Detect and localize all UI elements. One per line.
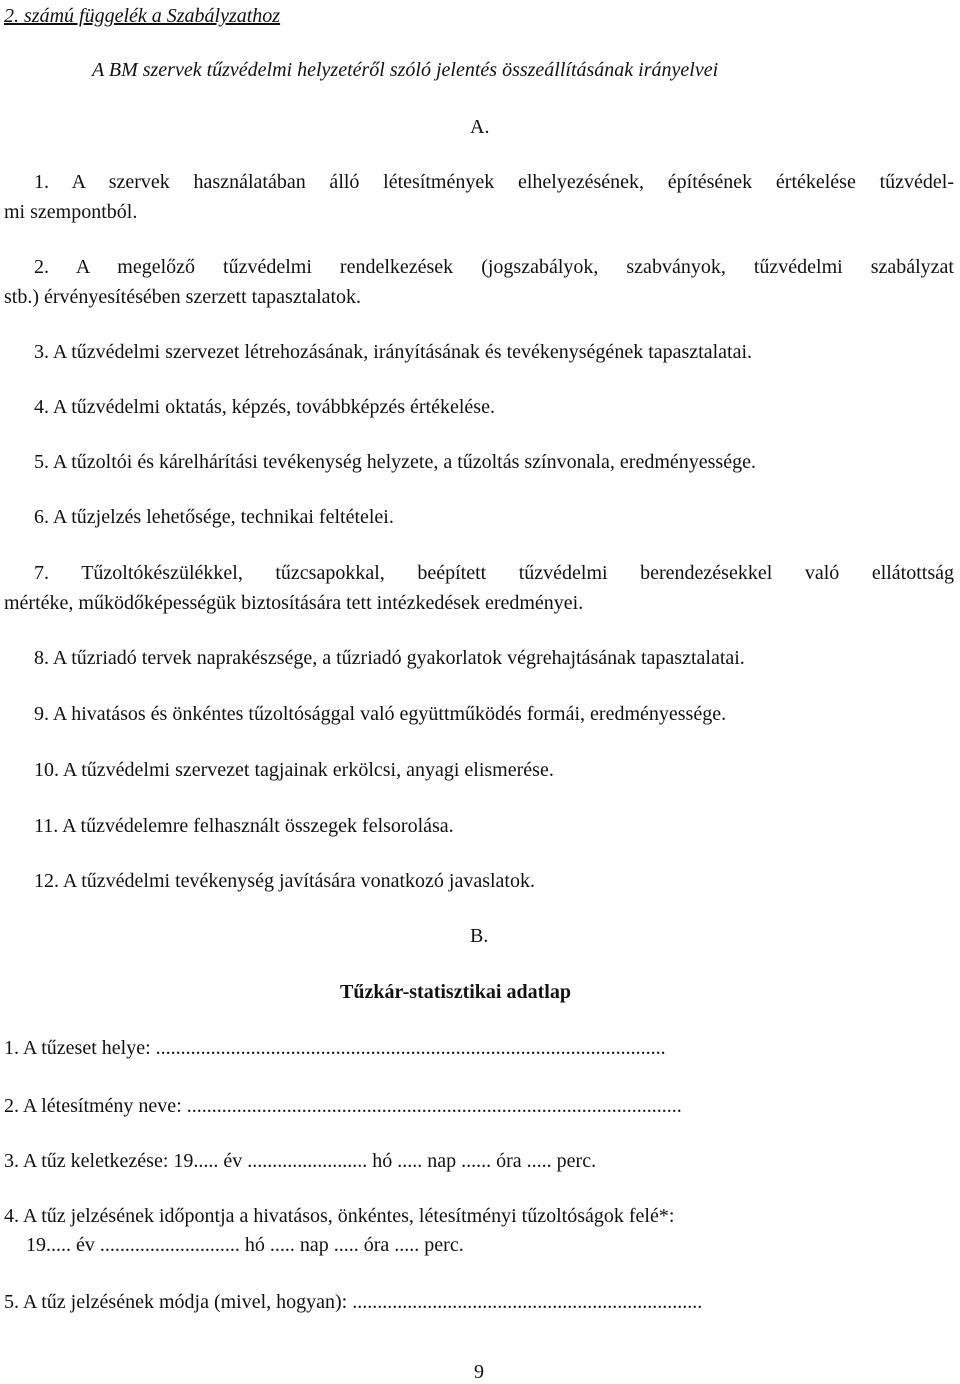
item-text: A tűzvédelmi tevékenység javítására vonatkozó javaslatok. bbox=[62, 870, 535, 892]
list-item-1-cont: mi szempontból. bbox=[4, 201, 138, 223]
list-item-6 bbox=[34, 507, 394, 527]
form-title: Tűzkár-statisztikai adatlap bbox=[340, 981, 571, 1003]
item-text: A tűzjelzés lehetősége, technikai feltételei. bbox=[52, 506, 394, 528]
list-item-2 bbox=[34, 257, 954, 277]
item-number: 6. bbox=[34, 506, 49, 528]
form-field-fire-start: 3. A tűz keletkezése: 19..... év ........................ hó ..... nap ...... óra ..... perc. bbox=[4, 1150, 597, 1172]
list-item-3 bbox=[34, 342, 752, 362]
item-number: 12. bbox=[34, 870, 59, 892]
document-title: A BM szervek tűzvédelmi helyzetéről szóló jelentés összeállításának irányelvei bbox=[92, 59, 719, 81]
list-item-7-cont: mértéke, működőképességük biztosítására tett intézkedések eredményei. bbox=[4, 592, 584, 614]
item-text: A tűzvédelmi szervezet tagjainak erkölcsi, anyagi elismerése. bbox=[62, 759, 554, 781]
item-text: A megelőző tűzvédelmi rendelkezések (jogszabályok, szabványok, tűzvédelmi szabályzat bbox=[75, 256, 954, 278]
item-text: A szervek használatában álló létesítmények elhelyezésének, építésének értékelése tűzvédel- bbox=[71, 171, 954, 193]
item-number: 4. bbox=[34, 396, 49, 418]
list-item-12 bbox=[34, 871, 535, 891]
item-number: 9. bbox=[34, 703, 49, 725]
list-item-2-cont: stb.) érvényesítésében szerzett tapasztalatok. bbox=[4, 286, 362, 308]
item-number: 11. bbox=[34, 815, 59, 837]
item-number: 2. bbox=[34, 256, 49, 278]
list-item-1 bbox=[34, 172, 954, 192]
list-item-4 bbox=[34, 397, 495, 417]
page-number: 9 bbox=[474, 1361, 484, 1383]
item-number: 3. bbox=[34, 341, 49, 363]
item-text: A tűzriadó tervek naprakészsége, a tűzriadó gyakorlatok végrehajtásának tapasztalatai. bbox=[52, 647, 745, 669]
item-text: A tűzoltói és kárelhárítási tevékenység helyzete, a tűzoltás színvonala, eredményessége. bbox=[52, 451, 756, 473]
item-text: A tűzvédelemre felhasznált összegek felsorolása. bbox=[62, 815, 454, 837]
form-field-alarm-time: 4. A tűz jelzésének időpontja a hivatásos, önkéntes, létesítményi tűzoltóságok felé*: bbox=[4, 1205, 675, 1227]
item-text: A tűzvédelmi oktatás, képzés, továbbképzés értékelése. bbox=[52, 396, 495, 418]
item-number: 1. bbox=[34, 171, 49, 193]
item-number: 5. bbox=[34, 451, 49, 473]
list-item-9 bbox=[34, 704, 726, 724]
section-a-heading: A. bbox=[470, 116, 490, 138]
form-field-alarm-time-cont: 19..... év ............................ hó ..... nap ..... óra ..... perc. bbox=[26, 1234, 464, 1256]
item-text: A hivatásos és önkéntes tűzoltósággal való együttműködés formái, eredményessége. bbox=[52, 703, 727, 725]
item-number: 10. bbox=[34, 759, 59, 781]
form-field-alarm-method: 5. A tűz jelzésének módja (mivel, hogyan): ...................................................................... bbox=[4, 1291, 703, 1313]
list-item-8 bbox=[34, 648, 745, 668]
item-number: 7. bbox=[34, 562, 49, 584]
item-text: Tűzoltókészülékkel, tűzcsapokkal, beépített tűzvédelmi berendezésekkel való ellátottság bbox=[81, 562, 955, 584]
list-item-11 bbox=[34, 816, 454, 836]
form-field-fire-location: 1. A tűzeset helye: ...................................................................................................... bbox=[4, 1037, 666, 1059]
list-item-7 bbox=[34, 563, 954, 583]
form-field-facility-name: 2. A létesítmény neve: ................................................................................................... bbox=[4, 1095, 682, 1117]
appendix-label: 2. számú függelék a Szabályzathoz bbox=[4, 5, 281, 27]
list-item-5 bbox=[34, 452, 756, 472]
section-b-heading: B. bbox=[470, 925, 489, 947]
item-number: 8. bbox=[34, 647, 49, 669]
item-text: A tűzvédelmi szervezet létrehozásának, irányításának és tevékenységének tapasztalatai. bbox=[52, 341, 753, 363]
list-item-10 bbox=[34, 760, 554, 780]
